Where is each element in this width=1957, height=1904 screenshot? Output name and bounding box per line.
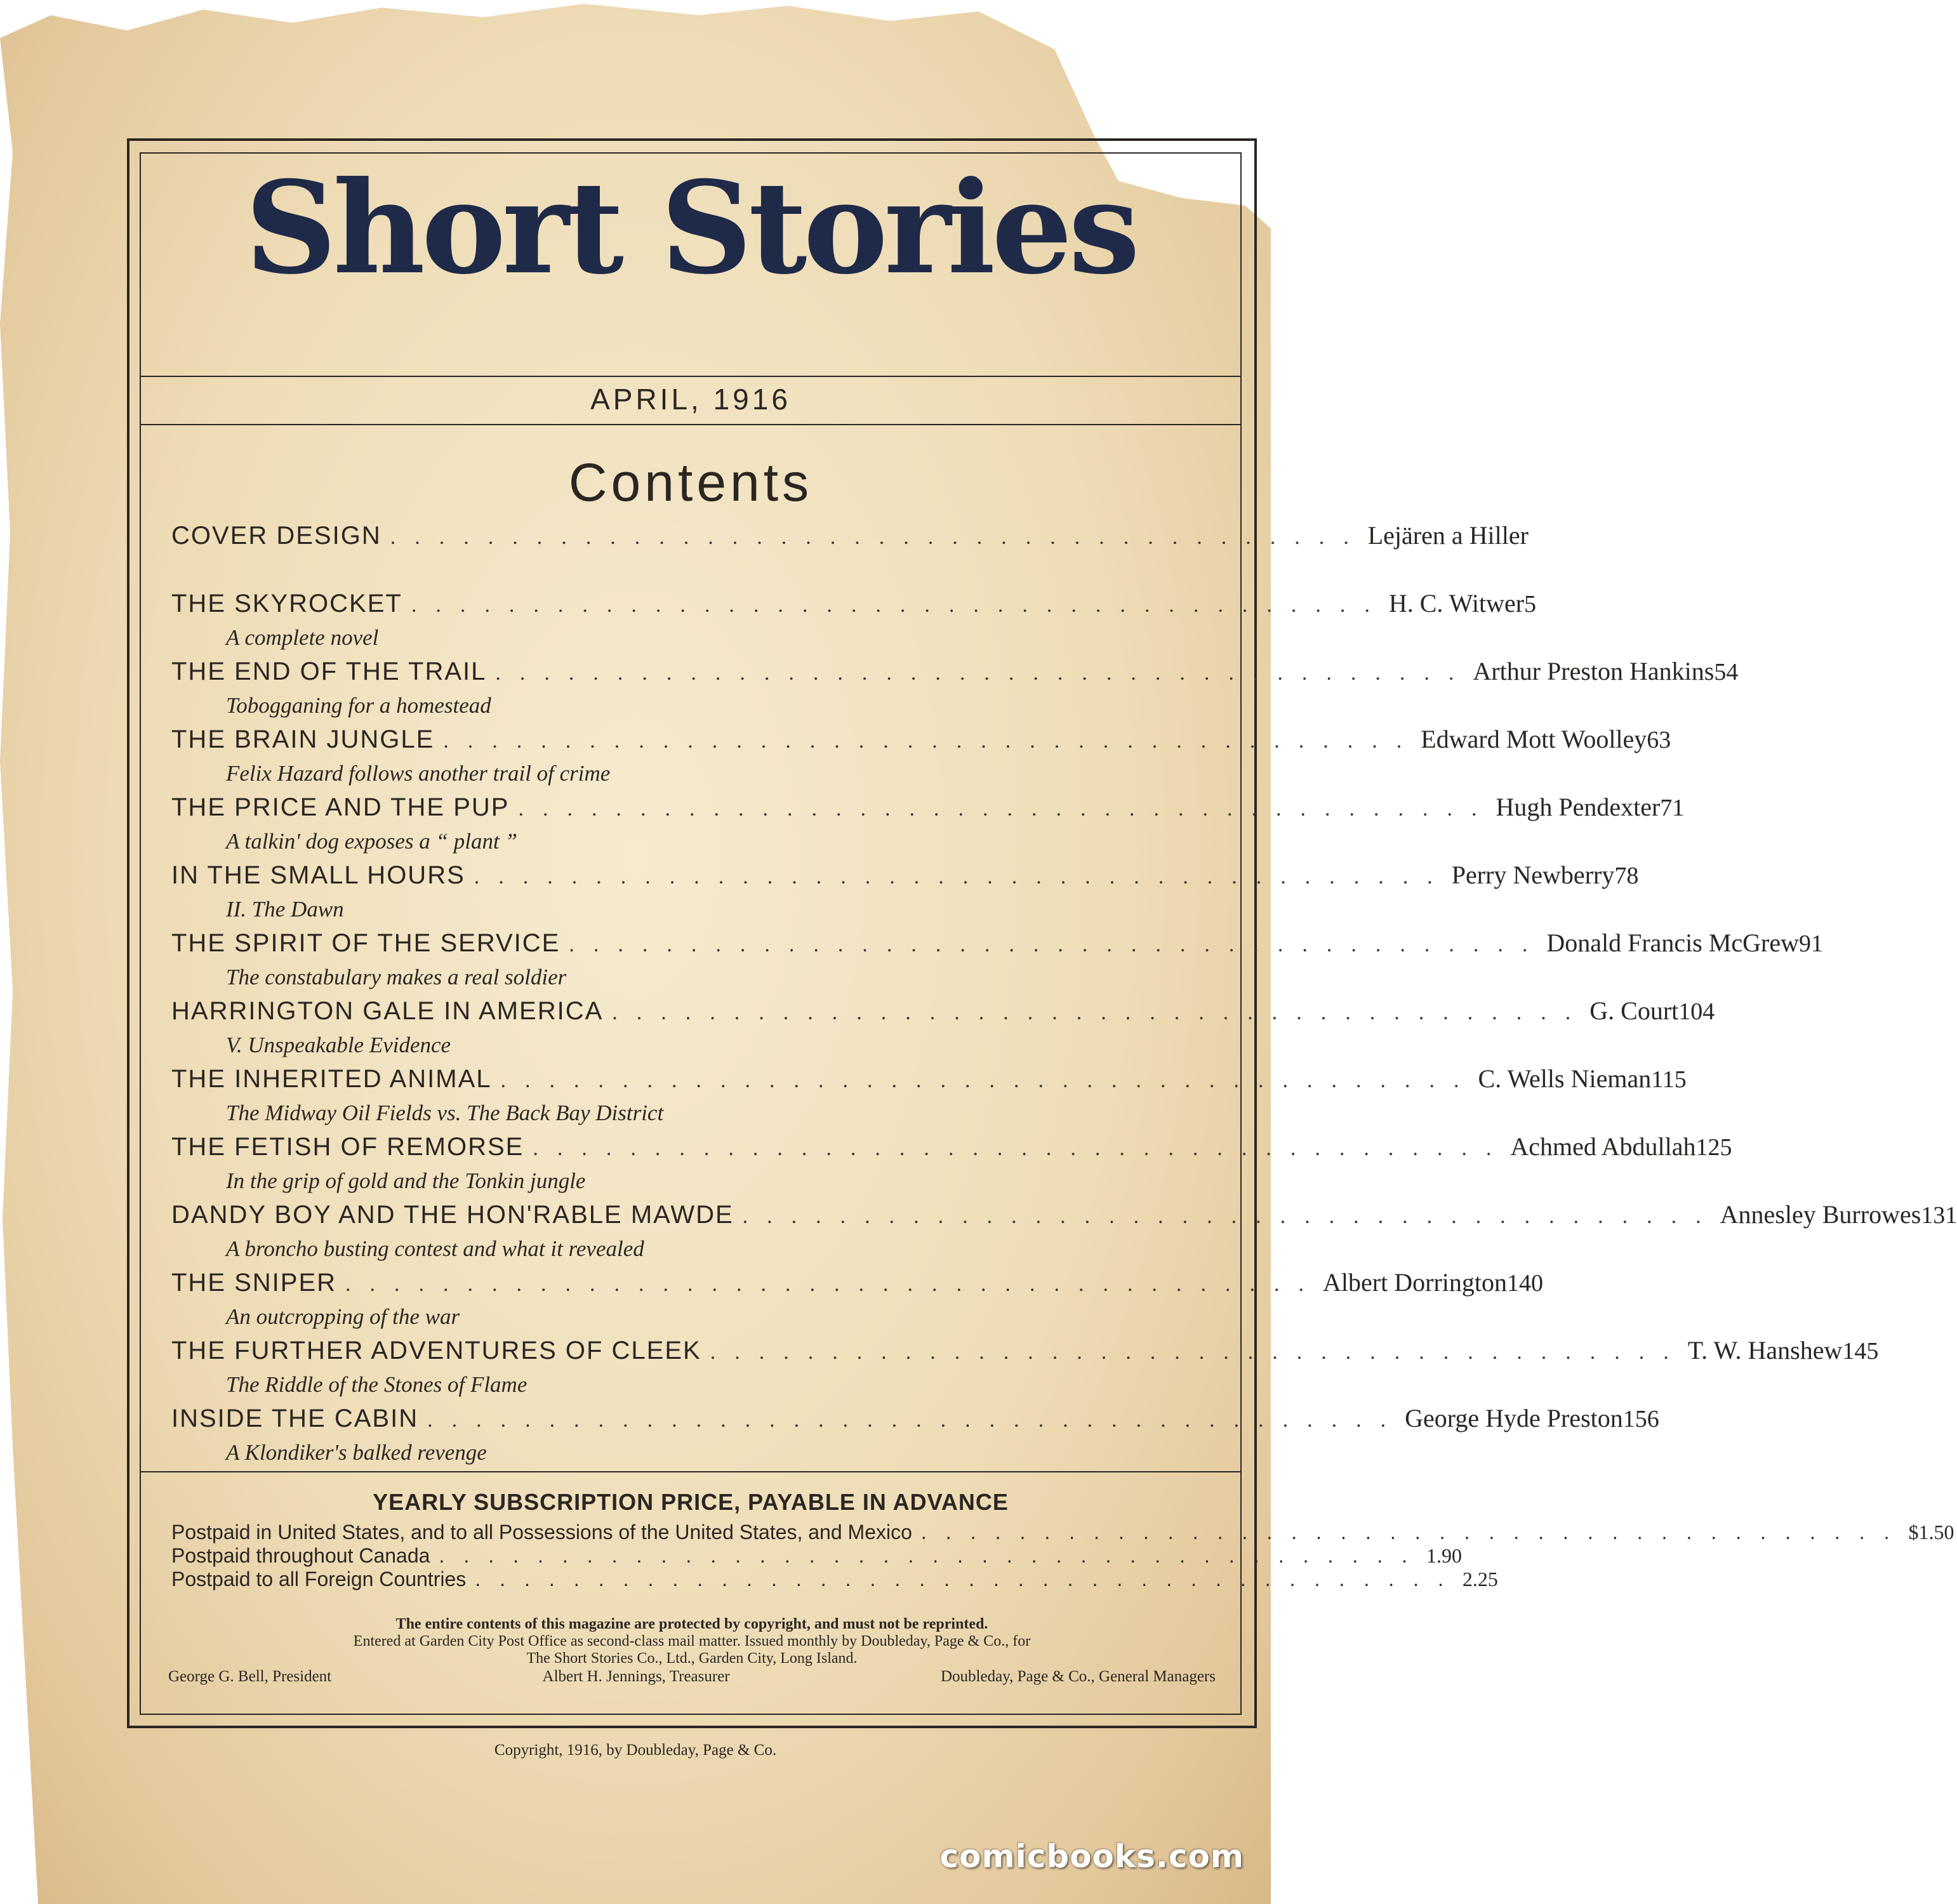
story-subtitle: Tobogganing for a homestead (226, 693, 491, 718)
masthead-divider (140, 376, 1242, 377)
story-subtitle: II. The Dawn (226, 897, 344, 922)
toc-entry (171, 520, 1529, 588)
page-number: 131 (1921, 1202, 1957, 1229)
story-subtitle: The constabulary makes a real soldier (226, 965, 567, 989)
story-author: Achmed Abdullah (1510, 1132, 1696, 1161)
story-title: THE FURTHER ADVENTURES OF CLEEK (171, 1337, 701, 1365)
issue-date: APRIL, 1916 (590, 383, 791, 416)
watermark-logo: comicbooks.com (939, 1838, 1244, 1875)
story-subtitle: The Midway Oil Fields vs. The Back Bay District (226, 1101, 664, 1125)
story-title: IN THE SMALL HOURS (171, 861, 465, 889)
story-title: COVER DESIGN (171, 522, 381, 550)
page-number: 54 (1714, 659, 1739, 685)
toc-entry (171, 928, 1824, 996)
story-author: Arthur Preston Hankins (1473, 657, 1715, 685)
story-title: THE END OF THE TRAIL (171, 658, 487, 685)
dot-leader: ........................................ (474, 865, 1452, 889)
page-number: 125 (1695, 1134, 1732, 1161)
story-author: Edward Mott Woolley (1421, 725, 1647, 753)
subscription-price: 2.25 (1462, 1568, 1498, 1590)
toc-entry-line (171, 996, 1715, 1031)
toc-entry-line (171, 588, 1537, 624)
toc-entry (171, 792, 1685, 860)
toc-entry-line (171, 724, 1671, 760)
toc-entry-line (171, 792, 1685, 828)
dot-leader: ........................................ (533, 1137, 1511, 1160)
subscription-price-list (171, 1521, 1954, 1591)
toc-entry (171, 588, 1537, 656)
treasurer: Albert H. Jennings, Treasurer (542, 1668, 730, 1685)
dot-leader: ........................................ (612, 1001, 1590, 1024)
copyright-notice: The entire contents of this magazine are protected by copyright, and must not be reprinted. (395, 1616, 988, 1632)
dot-leader: ........................................ (475, 1568, 1463, 1590)
story-title: THE FETISH OF REMORSE (171, 1133, 524, 1161)
story-subtitle: The Riddle of the Stones of Flame (226, 1372, 527, 1397)
page-number: 115 (1651, 1066, 1687, 1093)
story-title: THE SPIRIT OF THE SERVICE (171, 929, 561, 957)
story-author: Lejären a Hiller (1367, 521, 1529, 550)
story-author: Hugh Pendexter (1496, 793, 1661, 821)
contents-heading: Contents (568, 453, 813, 512)
toc-entry-line (171, 928, 1824, 963)
dot-leader: ........................................ (439, 1544, 1427, 1567)
legal-notice (159, 1616, 1225, 1667)
story-title: DANDY BOY AND THE HON'RABLE MAWDE (171, 1201, 734, 1229)
postal-entry-notice: Entered at Garden City Post Office as second-class mail matter. Issued monthly by Doubleday, Page & Co., for (353, 1633, 1031, 1649)
dot-leader: ........................................ (742, 1205, 1720, 1228)
subscription-price: $1.50 (1908, 1521, 1954, 1544)
story-subtitle: A Klondiker's balked revenge (226, 1440, 487, 1465)
subscription-region: Postpaid in United States, and to all Possessions of the United States, and Mexico (171, 1521, 912, 1544)
dot-leader: ........................................ (495, 661, 1473, 685)
page-number: 78 (1614, 863, 1639, 889)
story-subtitle: In the grip of gold and the Tonkin jungle (226, 1168, 586, 1193)
subscription-divider (140, 1471, 1242, 1472)
toc-entry (171, 996, 1715, 1064)
story-title: THE INHERITED ANIMAL (171, 1065, 492, 1093)
toc-entry-line (171, 1403, 1659, 1439)
dot-leader: ........................................ (710, 1340, 1688, 1364)
toc-entry (171, 656, 1739, 724)
story-author: George Hyde Preston (1405, 1404, 1623, 1432)
dot-leader: ........................................ (390, 526, 1368, 549)
page-number: 140 (1507, 1270, 1543, 1297)
subscription-row (171, 1521, 1954, 1544)
toc-entry-line (171, 656, 1739, 692)
page-number: 5 (1524, 591, 1537, 618)
story-author: C. Wells Nieman (1478, 1064, 1652, 1093)
story-subtitle: Felix Hazard follows another trail of crime (226, 761, 611, 786)
story-author: Perry Newberry (1451, 861, 1615, 889)
officers-line (168, 1668, 1216, 1686)
story-subtitle: V. Unspeakable Evidence (226, 1033, 451, 1057)
page-number: 71 (1660, 795, 1685, 821)
toc-entry (171, 1132, 1732, 1200)
subscription-region: Postpaid throughout Canada (171, 1544, 430, 1567)
page-number: 63 (1647, 727, 1671, 753)
story-subtitle: A broncho busting contest and what it revealed (226, 1236, 644, 1261)
story-author: Donald Francis McGrew (1546, 929, 1800, 957)
story-title: THE SKYROCKET (171, 590, 402, 618)
story-author: Albert Dorrington (1323, 1268, 1507, 1297)
dot-leader: ........................................ (427, 1408, 1405, 1432)
subscription-region: Postpaid to all Foreign Countries (171, 1568, 467, 1590)
story-title: HARRINGTON GALE IN AMERICA (171, 997, 604, 1025)
toc-entry-line (171, 1132, 1732, 1167)
story-subtitle: A talkin' dog exposes a “ plant ” (226, 829, 517, 854)
toc-entry-line (171, 1335, 1879, 1371)
magazine-title: Short Stories (244, 154, 1137, 303)
dot-leader: ........................................ (920, 1521, 1909, 1544)
toc-entry (171, 860, 1639, 928)
dot-leader: ........................................ (345, 1273, 1323, 1296)
dot-leader: ........................................ (569, 933, 1547, 956)
story-title: THE SNIPER (171, 1269, 337, 1297)
toc-entry (171, 1267, 1543, 1335)
dot-leader: ........................................ (443, 729, 1421, 753)
president: George G. Bell, President (168, 1668, 332, 1685)
toc-entry-line (171, 860, 1639, 896)
copyright-line: Copyright, 1916, by Doubleday, Page & Co. (494, 1742, 777, 1759)
subscription-row (171, 1544, 1463, 1568)
dot-leader: ........................................ (411, 593, 1389, 617)
dot-leader: ........................................ (518, 797, 1496, 821)
toc-entry-line (171, 1064, 1687, 1099)
page-number: 104 (1678, 998, 1715, 1025)
story-author: T. W. Hanshew (1687, 1336, 1843, 1365)
date-divider (140, 424, 1242, 425)
toc-entry (171, 1403, 1659, 1471)
toc-entry (171, 1064, 1687, 1132)
toc-entry (171, 1335, 1879, 1403)
story-author: G. Court (1589, 996, 1679, 1025)
publisher-notice: The Short Stories Co., Ltd., Garden City, Long Island. (526, 1650, 858, 1667)
page-number: 145 (1842, 1338, 1879, 1365)
subscription-row (171, 1568, 1498, 1591)
story-subtitle: An outcropping of the war (226, 1304, 460, 1329)
toc-entry-line (171, 520, 1529, 556)
story-title: THE PRICE AND THE PUP (171, 793, 510, 821)
dot-leader: ........................................ (500, 1069, 1478, 1092)
toc-entry (171, 724, 1671, 792)
story-author: Annesley Burrowes (1720, 1200, 1921, 1229)
toc-entry-line (171, 1200, 1957, 1235)
story-title: INSIDE THE CABIN (171, 1405, 419, 1432)
page-number: 156 (1622, 1406, 1659, 1432)
subscription-price: 1.90 (1426, 1544, 1463, 1567)
subscription-heading: YEARLY SUBSCRIPTION PRICE, PAYABLE IN ADVANCE (373, 1489, 1009, 1515)
general-managers: Doubleday, Page & Co., General Managers (941, 1668, 1216, 1685)
story-title: THE BRAIN JUNGLE (171, 725, 435, 753)
page-number: 91 (1799, 930, 1824, 957)
story-author: H. C. Witwer (1388, 589, 1525, 618)
story-subtitle: A complete novel (226, 625, 379, 650)
table-of-contents (171, 520, 1957, 1471)
toc-entry (171, 1200, 1957, 1267)
toc-entry-line (171, 1267, 1543, 1303)
